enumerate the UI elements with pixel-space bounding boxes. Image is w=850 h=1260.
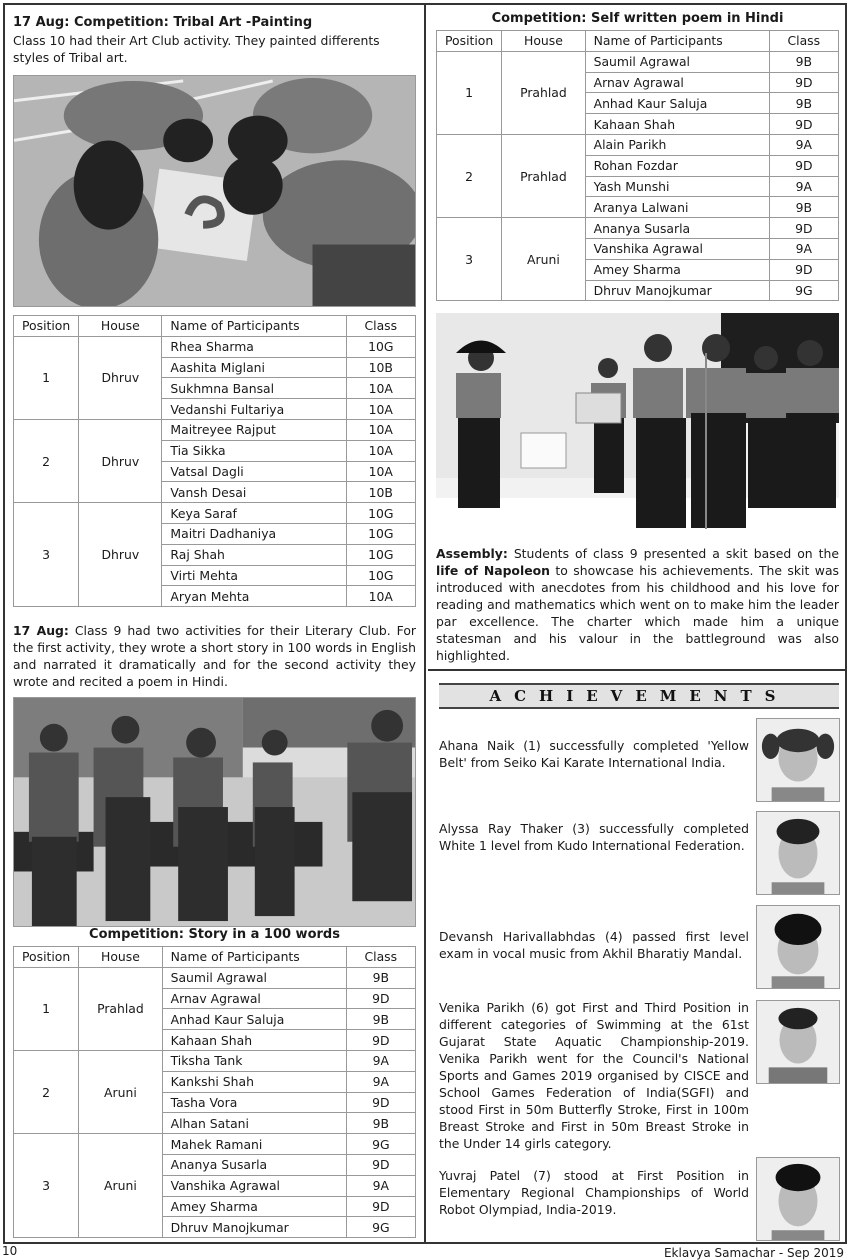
achievement-item: Alyssa Ray Thaker (3) successfully completed White 1 level from Kudo International Federation. (439, 821, 749, 853)
participant-name: Kahaan Shah (585, 114, 769, 135)
assembly-text-2: to showcase his achievements. The skit was introduced with anecdotes from his childhood and his love for reading and mathematics which went on to make him the leader par excellence. The charter which made him a unique statesman and his valour in the battleground was also highlighted. (436, 563, 839, 663)
story-caption: Competition: Story in a 100 words (89, 927, 340, 942)
header-house: House (79, 947, 162, 968)
participant-name: Tiksha Tank (162, 1050, 346, 1071)
participant-name: Keya Saraf (162, 503, 346, 524)
story-results-table (13, 946, 416, 1238)
participant-class: 10A (346, 399, 415, 420)
position-cell: 3 (437, 218, 502, 301)
achievements-section (428, 673, 847, 1242)
house-cell: Prahlad (502, 51, 585, 134)
participant-class: 9B (769, 93, 838, 114)
participant-class: 10A (346, 440, 415, 461)
student-portrait (756, 1000, 840, 1084)
participant-class: 9G (346, 1217, 415, 1238)
participant-name: Vedanshi Fultariya (162, 399, 346, 420)
participant-class: 9D (769, 259, 838, 280)
table-row (14, 967, 416, 988)
participant-name: Dhruv Manojkumar (585, 280, 769, 301)
participant-name: Ananya Susarla (162, 1154, 346, 1175)
right-column (428, 5, 847, 1242)
participant-name: Alhan Satani (162, 1113, 346, 1134)
participant-class: 9G (769, 280, 838, 301)
participant-name: Vatsal Dagli (162, 461, 346, 482)
house-cell: Dhruv (79, 336, 162, 419)
participant-class: 9D (346, 1154, 415, 1175)
table-row (14, 503, 416, 524)
house-cell: Aruni (79, 1134, 162, 1238)
position-cell: 2 (14, 1050, 79, 1133)
poem-assembly-section (428, 5, 847, 671)
participant-class: 9A (769, 176, 838, 197)
header-class: Class (346, 316, 415, 337)
participant-name: Amey Sharma (585, 259, 769, 280)
participant-name: Yash Munshi (585, 176, 769, 197)
participant-name: Saumil Agrawal (162, 967, 346, 988)
participant-name: Tasha Vora (162, 1092, 346, 1113)
table-header-row (437, 31, 839, 52)
participant-class: 9D (346, 988, 415, 1009)
assembly-photo (436, 313, 839, 529)
participant-class: 9B (346, 967, 415, 988)
participant-name: Kahaan Shah (162, 1030, 346, 1051)
header-class: Class (769, 31, 838, 52)
participant-name: Anhad Kaur Saluja (162, 1009, 346, 1030)
participant-class: 10G (346, 503, 415, 524)
position-cell: 1 (14, 967, 79, 1050)
art-results-table (13, 315, 416, 607)
art-body: Class 10 had their Art Club activity. They painted differents styles of Tribal art. (13, 33, 380, 65)
participant-class: 9A (346, 1071, 415, 1092)
participant-name: Anhad Kaur Saluja (585, 93, 769, 114)
student-portrait (756, 905, 840, 989)
participant-class: 9A (346, 1175, 415, 1196)
participant-name: Sukhmna Bansal (162, 378, 346, 399)
participant-name: Ananya Susarla (585, 218, 769, 239)
achievement-item: Venika Parikh (6) got First and Third Position in different categories of Swimming at the 61st Gujarat State Aquatic Championship-2019. Venika Parikh went for the Council's National Sports and Games 2019 organised by CISCE and School Games Federation of India(SGFI) and stood First in 50m Butterfly Stroke, First in 100m Breast Stroke and First in 50m Breast Stroke in the Under 14 girls category. (439, 1000, 749, 1151)
student-portrait (756, 1157, 840, 1241)
participant-name: Saumil Agrawal (585, 51, 769, 72)
position-cell: 1 (437, 51, 502, 134)
participant-class: 9B (769, 51, 838, 72)
student-portrait (756, 718, 840, 802)
art-heading: 17 Aug: Competition: Tribal Art -Painting (13, 15, 313, 30)
participant-name: Raj Shah (162, 544, 346, 565)
participant-class: 9A (769, 238, 838, 259)
participant-class: 10A (346, 378, 415, 399)
header-position: Position (14, 316, 79, 337)
table-header-row (14, 947, 416, 968)
poem-results-table (436, 30, 839, 301)
table-row (437, 51, 839, 72)
house-cell: Dhruv (79, 503, 162, 607)
participant-name: Kankshi Shah (162, 1071, 346, 1092)
student-portrait (756, 811, 840, 895)
achievement-item: Yuvraj Patel (7) stood at First Position in Elementary Regional Championships of World Robot Olympiad, India-2019. (439, 1168, 749, 1217)
table-row (14, 419, 416, 440)
poem-caption: Competition: Self written poem in Hindi (491, 11, 784, 26)
left-column (5, 5, 426, 1242)
assembly-paragraph (436, 545, 839, 664)
table-row (437, 134, 839, 155)
header-name: Name of Participants (585, 31, 769, 52)
participant-class: 9D (769, 114, 838, 135)
participant-class: 9A (769, 134, 838, 155)
participant-name: Arnav Agrawal (585, 72, 769, 93)
participant-name: Aranya Lalwani (585, 197, 769, 218)
publication-footer: Eklavya Samachar - Sep 2019 (663, 1246, 844, 1260)
table-row (437, 218, 839, 239)
header-position: Position (437, 31, 502, 52)
participant-name: Virti Mehta (162, 565, 346, 586)
house-cell: Dhruv (79, 419, 162, 502)
participant-class: 10G (346, 523, 415, 544)
position-cell: 3 (14, 1134, 79, 1238)
header-house: House (79, 316, 162, 337)
literary-paragraph (13, 622, 416, 690)
participant-class: 10B (346, 482, 415, 503)
house-cell: Prahlad (502, 134, 585, 217)
header-house: House (502, 31, 585, 52)
participant-name: Arnav Agrawal (162, 988, 346, 1009)
participant-class: 10G (346, 336, 415, 357)
participant-class: 10G (346, 544, 415, 565)
header-name: Name of Participants (162, 947, 346, 968)
achievement-item: Ahana Naik (1) successfully completed 'Yellow Belt' from Seiko Kai Karate International India. (439, 738, 749, 770)
participant-name: Vanshika Agrawal (162, 1175, 346, 1196)
table-row (14, 1050, 416, 1071)
participant-class: 9A (346, 1050, 415, 1071)
participant-name: Vanshika Agrawal (585, 238, 769, 259)
participant-class: 9D (769, 155, 838, 176)
art-photo (13, 75, 416, 307)
participant-class: 9D (769, 218, 838, 239)
participant-name: Mahek Ramani (162, 1134, 346, 1155)
participant-name: Amey Sharma (162, 1196, 346, 1217)
header-position: Position (14, 947, 79, 968)
achievement-item: Devansh Harivallabhdas (4) passed first level exam in vocal music from Akhil Bharatiy Mandal. (439, 929, 749, 961)
literary-lead: 17 Aug: (13, 623, 69, 638)
participant-class: 9D (769, 72, 838, 93)
participant-name: Dhruv Manojkumar (162, 1217, 346, 1238)
position-cell: 2 (437, 134, 502, 217)
participant-class: 9G (346, 1134, 415, 1155)
page-number: 10 (2, 1244, 18, 1258)
participant-name: Alain Parikh (585, 134, 769, 155)
assembly-bold-phrase: life of Napoleon (436, 563, 550, 578)
participant-name: Maitri Dadhaniya (162, 523, 346, 544)
newsletter-page (3, 3, 847, 1244)
participant-name: Tia Sikka (162, 440, 346, 461)
participant-class: 9B (769, 197, 838, 218)
participant-class: 9B (346, 1113, 415, 1134)
literary-body: Class 9 had two activities for their Literary Club. For the first activity, they wrote a short story in 100 words in English and narrated it dramatically and for the second activity they wrote and recited a poem in Hindi. (13, 623, 417, 689)
participant-class: 9D (346, 1196, 415, 1217)
participant-name: Aryan Mehta (162, 586, 346, 607)
table-header-row (14, 316, 416, 337)
table-row (14, 1134, 416, 1155)
position-cell: 2 (14, 419, 79, 502)
participant-class: 10G (346, 565, 415, 586)
header-name: Name of Participants (162, 316, 346, 337)
participant-name: Rohan Fozdar (585, 155, 769, 176)
assembly-text-1: Students of class 9 presented a skit based on the (507, 546, 839, 561)
position-cell: 1 (14, 336, 79, 419)
participant-name: Rhea Sharma (162, 336, 346, 357)
participant-class: 10A (346, 586, 415, 607)
house-cell: Aruni (502, 218, 585, 301)
table-row (14, 336, 416, 357)
participant-name: Vansh Desai (162, 482, 346, 503)
participant-name: Maitreyee Rajput (162, 419, 346, 440)
house-cell: Aruni (79, 1050, 162, 1133)
participant-class: 10A (346, 419, 415, 440)
participant-name: Aashita Miglani (162, 357, 346, 378)
house-cell: Prahlad (79, 967, 162, 1050)
assembly-lead: Assembly: (436, 546, 508, 561)
participant-class: 9B (346, 1009, 415, 1030)
participant-class: 10A (346, 461, 415, 482)
participant-class: 9D (346, 1030, 415, 1051)
story-photo (13, 697, 416, 927)
participant-class: 9D (346, 1092, 415, 1113)
participant-class: 10B (346, 357, 415, 378)
header-class: Class (346, 947, 415, 968)
position-cell: 3 (14, 503, 79, 607)
achievements-title: ACHIEVEMENTS (439, 683, 839, 709)
